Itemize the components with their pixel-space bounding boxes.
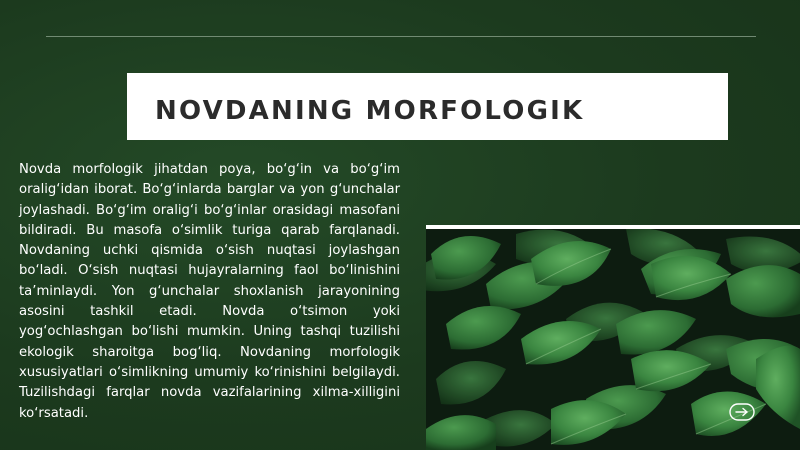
arrow-right-circle-icon (729, 403, 755, 421)
top-divider-line (46, 36, 756, 37)
title-box (127, 73, 728, 140)
next-slide-button[interactable] (729, 403, 755, 421)
slide-body-text: Novda morfologik jihatdan poya, bo‘g‘in va bo‘g‘im oralig‘idan iborat. Bo‘g‘inlarda barglar va yon g‘unchalar joylashadi. Bo‘g‘im oralig‘i bo‘g‘inlar orasidagi masofani bildiradi. Bu masofa o‘simlik turiga qarab farqlanadi. Novdaning uchki qismida o‘sish nuqtasi joylashgan bo‘ladi. O‘sish nuqtasi hujayralarning faol bo‘linishini ta’minlaydi. Yon g‘unchalar shoxlanish jarayonining asosini tashkil etadi. Novda o‘tsimon yoki yog‘ochlashgan bo‘lishi mumkin. Uning tashqi tuzilishi ekologik sharoitga bog‘liq. Novdaning morfologik xususiyatlari o‘simlikning umumiy ko‘rinishini belgilaydi. Tuzilishdagi farqlar novda vazifalarining xilma-xilligini ko‘rsatadi. (19, 162, 400, 421)
slide-title: NOVDANING MORFOLOGIK (155, 95, 585, 126)
